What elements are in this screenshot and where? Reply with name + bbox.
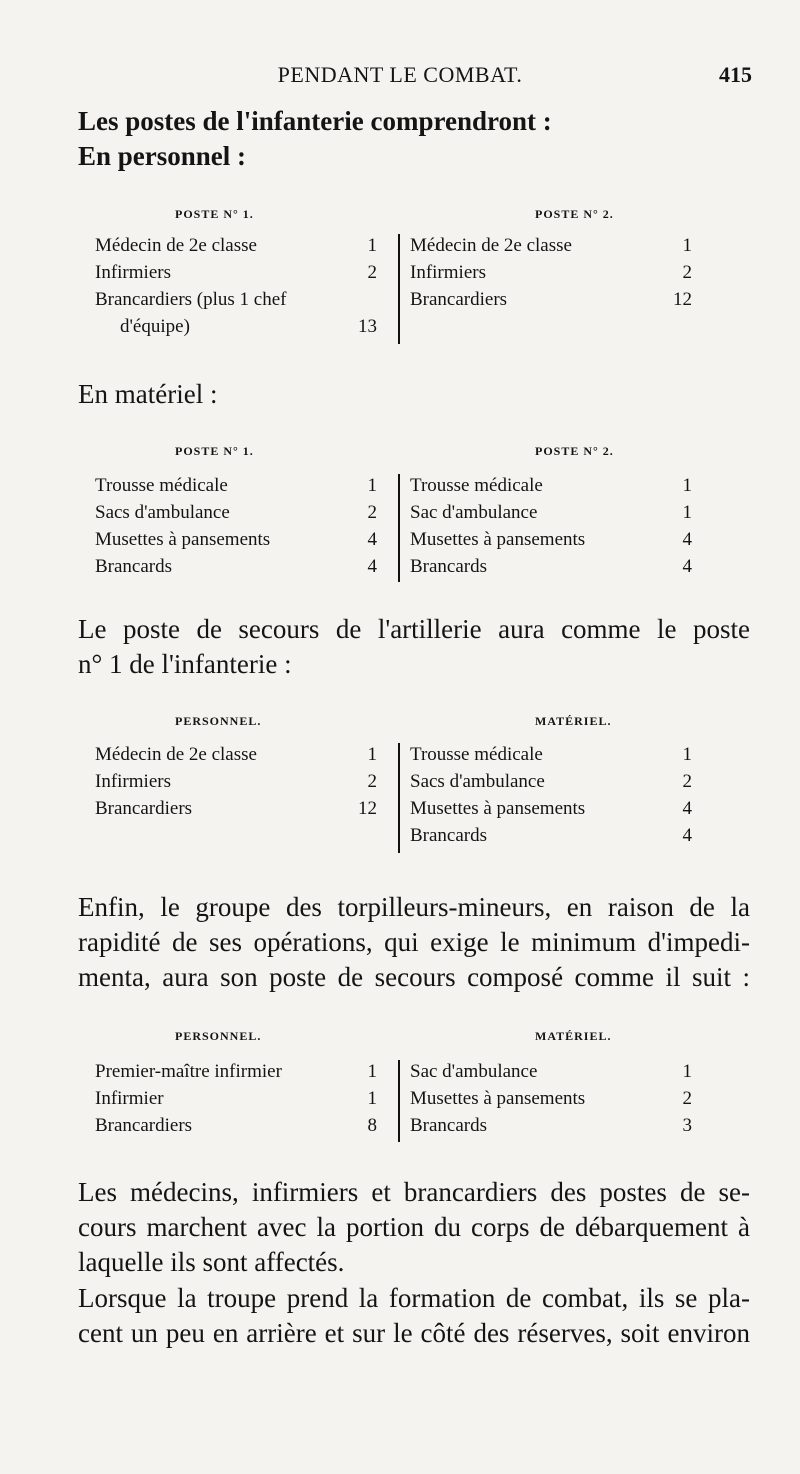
row-value: 2 bbox=[682, 771, 692, 792]
col-head-left: PERSONNEL. bbox=[175, 1029, 262, 1043]
row-value: 12 bbox=[358, 798, 377, 819]
row-value: 4 bbox=[682, 825, 692, 846]
row-value: 4 bbox=[682, 556, 692, 577]
intro-line-2: En personnel : bbox=[78, 141, 247, 171]
table-row bbox=[95, 286, 385, 313]
column-divider bbox=[398, 743, 400, 853]
row-label: Médecin de 2e classe bbox=[95, 744, 257, 765]
row-label: Musettes à pansements bbox=[95, 529, 271, 550]
table-row bbox=[95, 472, 385, 499]
artillerie-left-column bbox=[95, 741, 385, 822]
row-label: Musettes à pansements bbox=[410, 1088, 586, 1109]
row-value: 1 bbox=[682, 235, 692, 256]
table-row bbox=[410, 768, 700, 795]
row-label: Infirmier bbox=[95, 1088, 164, 1109]
col-head-left: POSTE N° 1. bbox=[175, 444, 254, 458]
table-row bbox=[95, 741, 385, 768]
row-label: Médecin de 2e classe bbox=[95, 235, 257, 256]
col-head-left: POSTE N° 1. bbox=[175, 207, 254, 221]
table-row bbox=[95, 553, 385, 580]
materiel-intro: En matériel : bbox=[78, 379, 218, 409]
table-row bbox=[410, 1085, 700, 1112]
row-value: 4 bbox=[367, 529, 377, 550]
table-row bbox=[410, 1112, 700, 1139]
row-value: 13 bbox=[358, 316, 377, 337]
table-row bbox=[410, 795, 700, 822]
table-row bbox=[410, 499, 700, 526]
row-value: 1 bbox=[682, 1061, 692, 1082]
page-number: 415 bbox=[719, 62, 752, 87]
row-value: 4 bbox=[682, 529, 692, 550]
torpilleurs-paragraph-line-2: rapidité de ses opérations, qui exige le minimum d'impedi- bbox=[78, 927, 750, 957]
final-paragraph-2-line-2: cent un peu en arrière et sur le côté des réserves, soit environ bbox=[78, 1318, 750, 1348]
column-divider bbox=[398, 234, 400, 344]
row-value: 1 bbox=[367, 1061, 377, 1082]
intro-line-1: Les postes de l'infanterie comprendront : bbox=[78, 106, 552, 136]
torpilleurs-right-column bbox=[410, 1058, 700, 1139]
row-value: 2 bbox=[367, 771, 377, 792]
table-row bbox=[410, 526, 700, 553]
table-row bbox=[410, 259, 700, 286]
table-row bbox=[95, 1112, 385, 1139]
row-label: d'équipe) bbox=[120, 316, 190, 337]
row-label: Trousse médicale bbox=[410, 475, 543, 496]
row-value: 1 bbox=[682, 475, 692, 496]
personnel-left-column bbox=[95, 232, 385, 340]
col-head-right: MATÉRIEL. bbox=[535, 1029, 612, 1043]
row-label: Brancardiers bbox=[95, 1115, 193, 1136]
torpilleurs-paragraph-line-1: Enfin, le groupe des torpilleurs-mineurs, en raison de la bbox=[78, 892, 750, 922]
row-label: Trousse médicale bbox=[95, 475, 228, 496]
row-label: Brancards bbox=[95, 556, 173, 577]
row-value: 1 bbox=[682, 502, 692, 523]
col-head-left: PERSONNEL. bbox=[175, 714, 262, 728]
row-label: Brancardiers (plus 1 chef bbox=[95, 289, 287, 310]
row-label: Sac d'ambulance bbox=[410, 502, 538, 523]
row-label: Brancardiers bbox=[95, 798, 193, 819]
torpilleurs-left-column bbox=[95, 1058, 385, 1139]
col-head-right: MATÉRIEL. bbox=[535, 714, 612, 728]
row-label: Infirmiers bbox=[410, 262, 486, 283]
row-value: 4 bbox=[367, 556, 377, 577]
row-label: Premier-maître infirmier bbox=[95, 1061, 282, 1082]
row-value: 12 bbox=[673, 289, 692, 310]
row-label: Sac d'ambulance bbox=[410, 1061, 538, 1082]
row-value: 2 bbox=[682, 1088, 692, 1109]
materiel-right-column bbox=[410, 472, 700, 580]
materiel-left-column bbox=[95, 472, 385, 580]
row-value: 4 bbox=[682, 798, 692, 819]
row-value: 8 bbox=[367, 1115, 377, 1136]
row-value: 2 bbox=[367, 262, 377, 283]
row-value: 1 bbox=[367, 1088, 377, 1109]
row-value: 2 bbox=[682, 262, 692, 283]
table-row bbox=[95, 313, 385, 340]
row-label: Infirmiers bbox=[95, 262, 171, 283]
row-value: 1 bbox=[367, 235, 377, 256]
personnel-right-column bbox=[410, 232, 700, 313]
table-row bbox=[95, 232, 385, 259]
row-label: Sacs d'ambulance bbox=[410, 771, 545, 792]
row-label: Brancardiers bbox=[410, 289, 508, 310]
final-paragraph-1-line-2: cours marchent avec la portion du corps de débarquement à bbox=[78, 1212, 750, 1242]
column-divider bbox=[398, 474, 400, 582]
materiel-table bbox=[95, 472, 705, 584]
table-row bbox=[95, 499, 385, 526]
row-label: Brancards bbox=[410, 825, 488, 846]
row-label: Brancards bbox=[410, 1115, 488, 1136]
table-row bbox=[95, 768, 385, 795]
row-value: 2 bbox=[367, 502, 377, 523]
final-paragraph-1-line-3: laquelle ils sont affectés. bbox=[78, 1247, 345, 1277]
torpilleurs-table bbox=[95, 1058, 705, 1142]
row-label: Brancards bbox=[410, 556, 488, 577]
table-row bbox=[95, 1085, 385, 1112]
table-row bbox=[410, 741, 700, 768]
row-value: 3 bbox=[682, 1115, 692, 1136]
row-label: Musettes à pansements bbox=[410, 529, 586, 550]
row-value: 1 bbox=[682, 744, 692, 765]
personnel-table bbox=[95, 232, 705, 344]
row-label: Infirmiers bbox=[95, 771, 171, 792]
running-title: PENDANT LE COMBAT. bbox=[277, 62, 523, 87]
row-label: Trousse médicale bbox=[410, 744, 543, 765]
table-row bbox=[95, 795, 385, 822]
table-row bbox=[410, 472, 700, 499]
table-row bbox=[410, 1058, 700, 1085]
row-value: 1 bbox=[367, 744, 377, 765]
table-row bbox=[410, 232, 700, 259]
col-head-right: POSTE N° 2. bbox=[535, 444, 614, 458]
table-row bbox=[410, 822, 700, 849]
page-header bbox=[0, 62, 800, 96]
final-paragraph-1-line-1: Les médecins, infirmiers et brancardiers des postes de se- bbox=[78, 1177, 750, 1207]
table-row bbox=[95, 259, 385, 286]
table-row bbox=[95, 526, 385, 553]
final-paragraph-2-line-1: Lorsque la troupe prend la formation de combat, ils se pla- bbox=[78, 1283, 750, 1313]
table-row bbox=[410, 553, 700, 580]
artillerie-paragraph-line-1: Le poste de secours de l'artillerie aura comme le poste bbox=[78, 614, 750, 644]
torpilleurs-paragraph-line-3: menta, aura son poste de secours composé comme il suit : bbox=[78, 962, 750, 992]
row-label: Sacs d'ambulance bbox=[95, 502, 230, 523]
artillerie-paragraph-line-2: n° 1 de l'infanterie : bbox=[78, 649, 292, 679]
row-label: Musettes à pansements bbox=[410, 798, 586, 819]
table-row bbox=[410, 286, 700, 313]
column-divider bbox=[398, 1060, 400, 1142]
artillerie-right-column bbox=[410, 741, 700, 849]
row-value: 1 bbox=[367, 475, 377, 496]
table-row bbox=[95, 1058, 385, 1085]
artillerie-table bbox=[95, 741, 705, 853]
row-label: Médecin de 2e classe bbox=[410, 235, 572, 256]
col-head-right: POSTE N° 2. bbox=[535, 207, 614, 221]
